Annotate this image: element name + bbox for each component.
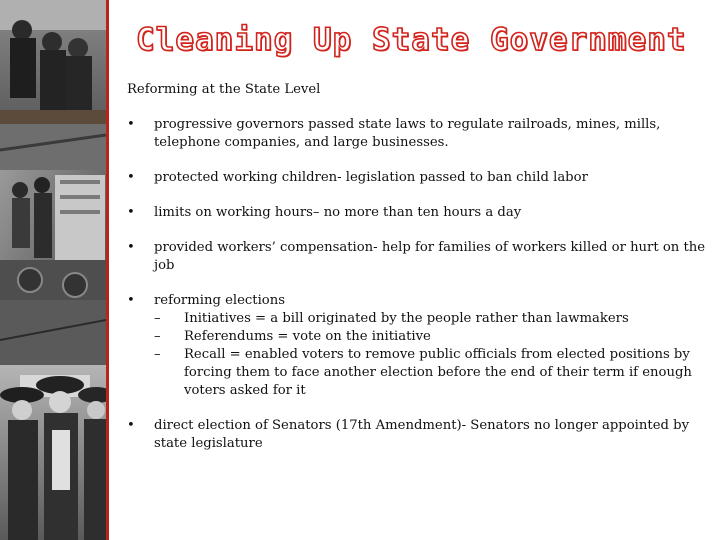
- slide-subtitle: Reforming at the State Level: [127, 82, 321, 97]
- sub-item-text: Referendums = vote on the initiative: [184, 329, 431, 344]
- sub-item: [154, 310, 712, 328]
- bullet-marker: •: [127, 240, 135, 255]
- bullet-text: protected working children- legislation passed to ban child labor: [154, 170, 588, 185]
- list-item: [127, 116, 712, 152]
- bullet-text: reforming elections: [154, 293, 286, 308]
- bullet-marker: •: [127, 117, 135, 132]
- child-labor-photo: [0, 170, 106, 365]
- list-item: [127, 239, 712, 275]
- dash-marker: –: [154, 329, 161, 344]
- sidebar-photo-collage: [0, 0, 106, 540]
- list-item: [127, 292, 712, 400]
- bullet-text: provided workers’ compensation- help for families of workers killed or hurt on the job: [154, 240, 706, 273]
- sub-item-text: Recall = enabled voters to remove public officials from elected positions by forcing them to face another election before the end of their term if enough voters asked for it: [184, 347, 692, 398]
- sub-item-text: Initiatives = a bill originated by the people rather than lawmakers: [184, 311, 629, 326]
- miners-photo: [0, 0, 106, 170]
- slide-content: [127, 81, 712, 470]
- list-item: [127, 204, 712, 222]
- sub-item: [154, 346, 712, 400]
- bullet-marker: •: [127, 418, 135, 433]
- bullet-marker: •: [127, 293, 135, 308]
- list-item: [127, 417, 712, 453]
- bullet-marker: •: [127, 205, 135, 220]
- list-item: [127, 169, 712, 187]
- bullet-marker: •: [127, 170, 135, 185]
- dash-marker: –: [154, 311, 161, 326]
- bullet-text: progressive governors passed state laws to regulate railroads, mines, mills, telephone companies, and large businesses.: [154, 117, 661, 150]
- accent-divider: [106, 0, 109, 540]
- suffragists-photo: [0, 365, 106, 540]
- bullet-text: limits on working hours– no more than ten hours a day: [154, 205, 522, 220]
- dash-marker: –: [154, 347, 161, 362]
- bullet-group: [154, 292, 712, 400]
- bullet-text: direct election of Senators (17th Amendment)- Senators no longer appointed by state legislature: [154, 418, 690, 451]
- slide-title: Cleaning Up State Government: [136, 22, 687, 58]
- sub-item: [154, 328, 712, 346]
